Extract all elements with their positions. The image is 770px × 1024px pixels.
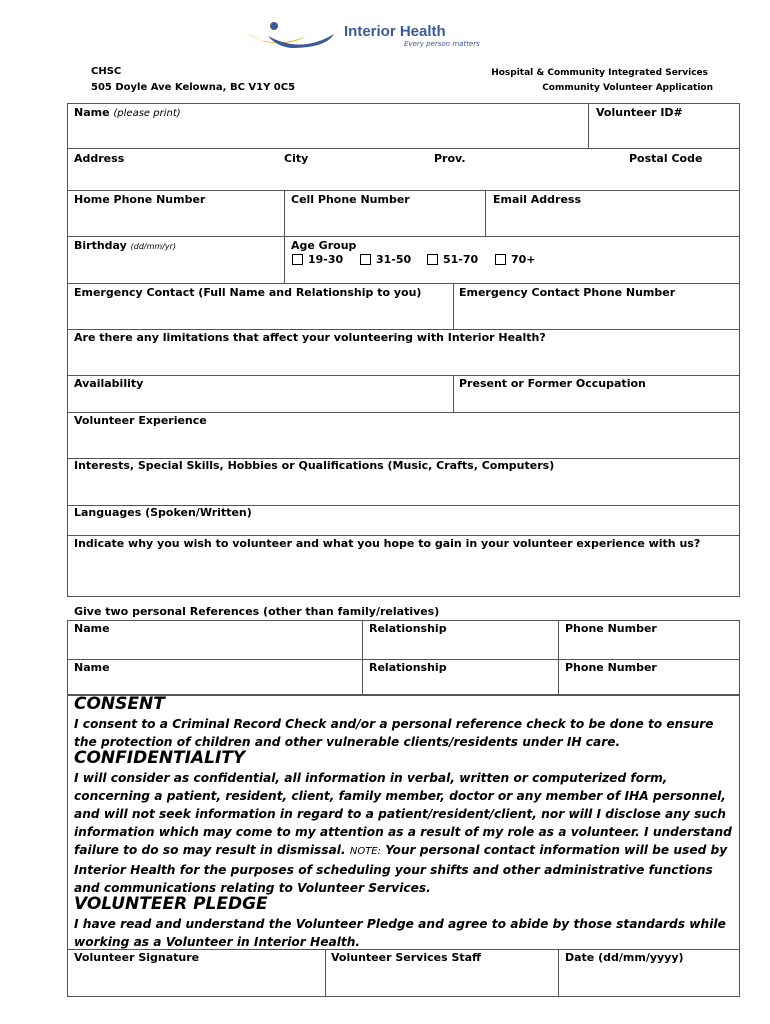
experience-field[interactable]	[68, 429, 739, 457]
consent-text: I consent to a Criminal Record Check and/or a personal reference check to be done to ensure the protection of children and other vulnerable clients/residents under IH care.	[74, 717, 714, 749]
reference2-phone-label: Phone Number	[565, 661, 657, 674]
availability-label: Availability	[74, 377, 144, 390]
emergency-contact-label: Emergency Contact (Full Name and Relationship to you)	[74, 286, 422, 299]
consent-heading: CONSENT	[74, 694, 165, 714]
home-phone-field[interactable]	[68, 208, 283, 235]
reference1-phone-label: Phone Number	[565, 622, 657, 635]
reference2-phone-field[interactable]	[560, 676, 739, 694]
logo-org-name: Interior Health	[344, 23, 446, 40]
birthday-label: Birthday	[74, 239, 127, 252]
address-field[interactable]	[68, 166, 739, 189]
checkbox-icon[interactable]	[360, 254, 371, 265]
reference1-phone-field[interactable]	[560, 637, 739, 658]
birthday-field[interactable]	[68, 254, 283, 282]
cell-phone-field[interactable]	[286, 208, 484, 235]
pledge-text: I have read and understand the Volunteer Pledge and agree to abide by those standards while working as a Volunteer in Interior Health.	[74, 917, 726, 949]
age-option-19-30[interactable]: 19-30	[292, 253, 343, 266]
reference2-name-label: Name	[74, 661, 110, 674]
occupation-label: Present or Former Occupation	[459, 377, 646, 390]
prov-label: Prov.	[434, 152, 466, 165]
services-staff-field[interactable]	[327, 966, 557, 996]
age-option-70-plus[interactable]: 70+	[495, 253, 536, 266]
reference2-name-field[interactable]	[68, 676, 361, 694]
availability-field[interactable]	[68, 391, 452, 411]
form-title: Community Volunteer Application	[542, 83, 713, 93]
emergency-contact-field[interactable]	[68, 301, 452, 328]
emergency-phone-label: Emergency Contact Phone Number	[459, 286, 676, 299]
address-label: Address	[74, 152, 125, 165]
city-label: City	[284, 152, 309, 165]
interests-field[interactable]	[68, 474, 739, 504]
email-field[interactable]	[487, 208, 739, 235]
interests-label: Interests, Special Skills, Hobbies or Qualifications (Music, Crafts, Computers)	[74, 459, 555, 472]
date-label: Date (dd/mm/yyyy)	[565, 951, 684, 964]
name-field-hint: (please print)	[113, 108, 181, 119]
limitations-label: Are there any limitations that affect your volunteering with Interior Health?	[74, 331, 546, 344]
pledge-heading: VOLUNTEER PLEDGE	[74, 894, 268, 914]
reference1-name-label: Name	[74, 622, 110, 635]
confidentiality-text: I will consider as confidential, all information in verbal, written or computerized form, concerning a patient, resident, client, family member, doctor or any member of IHA personnel, and will not seek information in regard to a patient/resident/client, nor will I disclose any such information which may come to my attention as a result of my role as a volunteer. I understand failure to do so may result in dismissal. NOTE: Your personal contact information will be used by Interior Health for the purposes of scheduling your shifts and other administrative functions and communications relating to Volunteer Services.	[74, 771, 732, 895]
name-field[interactable]	[68, 120, 587, 147]
email-label: Email Address	[493, 193, 582, 206]
postal-code-label: Postal Code	[629, 152, 703, 165]
checkbox-icon[interactable]	[427, 254, 438, 265]
date-field[interactable]	[560, 966, 739, 996]
services-staff-label: Volunteer Services Staff	[331, 951, 481, 964]
age-group-label: Age Group	[291, 239, 357, 252]
confidentiality-heading: CONFIDENTIALITY	[74, 748, 246, 768]
volunteer-signature-label: Volunteer Signature	[74, 951, 200, 964]
volunteer-id-field[interactable]	[589, 120, 739, 147]
logo-swoosh-icon	[246, 20, 341, 50]
volunteer-id-label: Volunteer ID#	[596, 106, 683, 119]
checkbox-icon[interactable]	[292, 254, 303, 265]
reference1-relationship-label: Relationship	[369, 622, 447, 635]
occupation-field[interactable]	[455, 391, 739, 411]
home-phone-label: Home Phone Number	[74, 193, 206, 206]
cell-phone-label: Cell Phone Number	[291, 193, 410, 206]
reference2-relationship-label: Relationship	[369, 661, 447, 674]
reference2-relationship-field[interactable]	[364, 676, 557, 694]
emergency-phone-field[interactable]	[455, 301, 739, 328]
site-name: CHSC	[91, 66, 122, 77]
why-volunteer-label: Indicate why you wish to volunteer and what you hope to gain in your volunteer experience with us?	[74, 537, 701, 550]
limitations-field[interactable]	[68, 346, 739, 374]
logo-tagline: Every person matters	[404, 40, 480, 48]
birthday-hint: (dd/mm/yr)	[130, 242, 177, 251]
references-intro: Give two personal References (other than family/relatives)	[74, 605, 440, 618]
languages-field[interactable]	[68, 520, 739, 534]
name-field-label: Name	[74, 106, 110, 119]
department-name: Hospital & Community Integrated Services	[491, 68, 708, 78]
age-option-51-70[interactable]: 51-70	[427, 253, 478, 266]
site-address: 505 Doyle Ave Kelowna, BC V1Y 0C5	[91, 82, 296, 93]
checkbox-icon[interactable]	[495, 254, 506, 265]
reference1-relationship-field[interactable]	[364, 637, 557, 658]
experience-label: Volunteer Experience	[74, 414, 207, 427]
interior-health-logo	[246, 20, 496, 52]
volunteer-signature-field[interactable]	[68, 966, 324, 996]
reference1-name-field[interactable]	[68, 637, 361, 658]
languages-label: Languages (Spoken/Written)	[74, 506, 252, 519]
age-option-31-50[interactable]: 31-50	[360, 253, 411, 266]
note-label: NOTE:	[349, 846, 381, 857]
why-volunteer-field[interactable]	[68, 552, 739, 596]
